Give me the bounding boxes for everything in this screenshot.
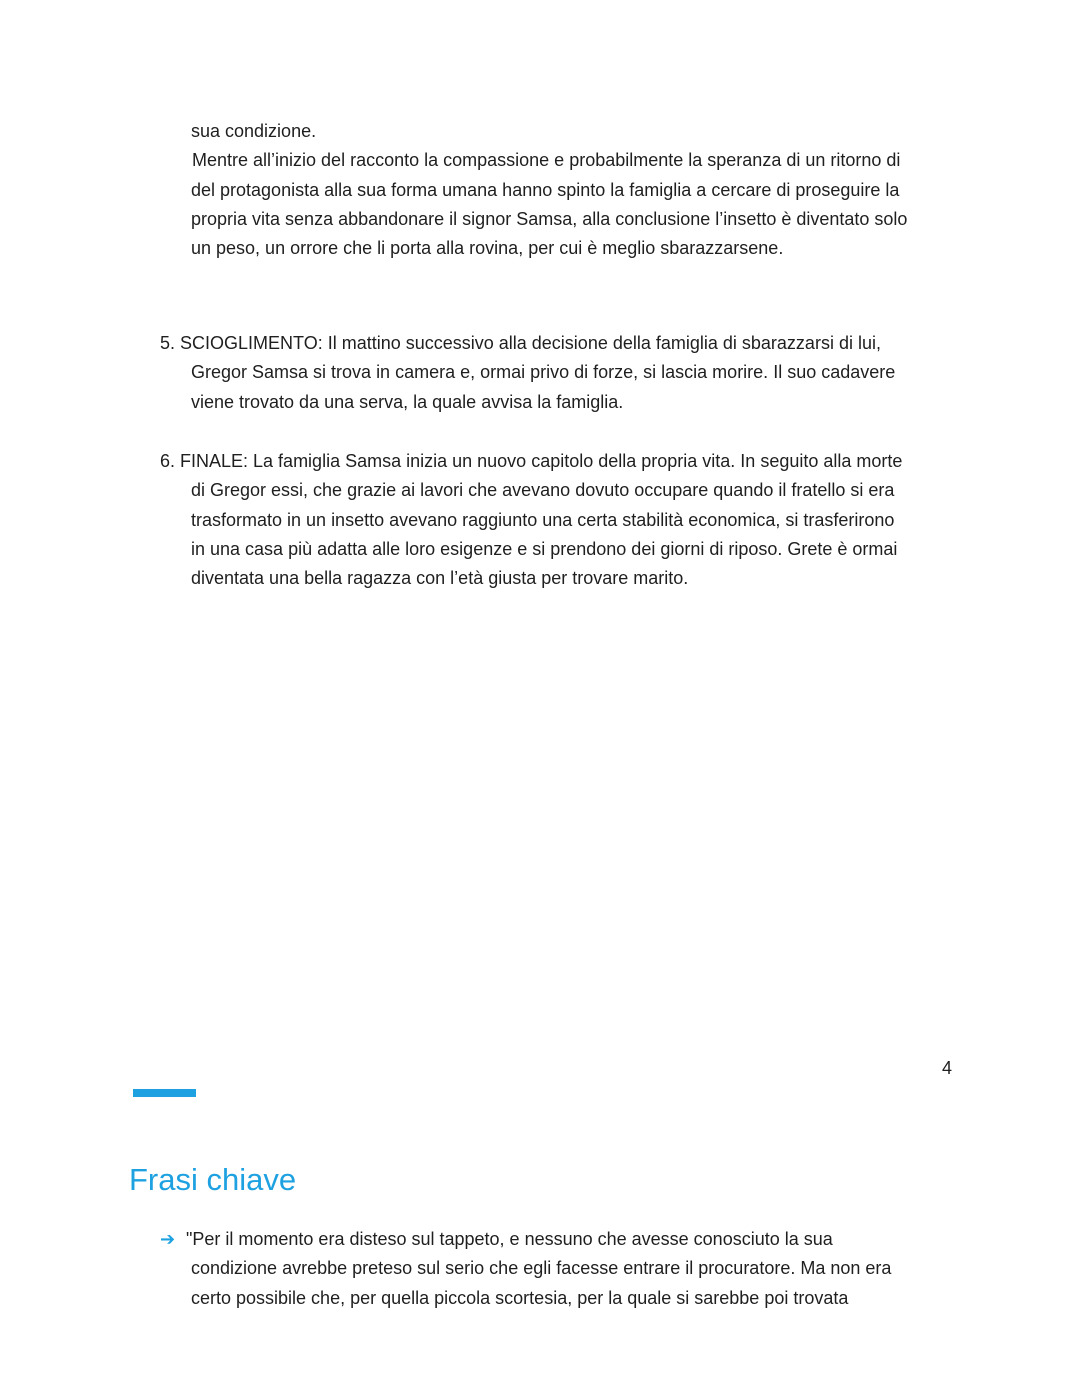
quote-line: condizione avrebbe preteso sul serio che egli facesse entrare il procuratore. Ma non era	[191, 1258, 892, 1279]
list-item-first-line: 5. SCIOGLIMENTO: Il mattino successivo alla decisione della famiglia di sbarazzarsi di lui,	[160, 333, 881, 353]
intro-line: del protagonista alla sua forma umana hanno spinto la famiglia a cercare di proseguire la	[191, 179, 900, 200]
list-item-line: viene trovato da una serva, la quale avvisa la famiglia.	[191, 391, 624, 412]
section-title: Frasi chiave	[129, 1162, 297, 1197]
page-number: 4	[941, 1058, 952, 1078]
arrow-right-icon: ➔	[160, 1229, 176, 1249]
list-item-first-line: 6. FINALE: La famiglia Samsa inizia un nuovo capitolo della propria vita. In seguito alla morte	[160, 451, 903, 471]
list-item-line: di Gregor essi, che grazie ai lavori che avevano dovuto occupare quando il fratello si era	[191, 480, 895, 501]
list-item-line: trasformato in un insetto avevano raggiunto una certa stabilità economica, si trasferirono	[191, 509, 895, 530]
list-item-line: in una casa più adatta alle loro esigenze e si prendono dei giorni di riposo. Grete è ormai	[191, 538, 898, 559]
quote-first-line: "Per il momento era disteso sul tappeto, e nessuno che avesse conosciuto la sua	[186, 1229, 833, 1249]
quote-line: certo possibile che, per quella piccola scortesia, per la quale si sarebbe poi trovata	[191, 1287, 849, 1308]
intro-line: propria vita senza abbandonare il signor Samsa, alla conclusione l’insetto è diventato solo	[191, 208, 908, 229]
intro-line: Mentre all’inizio del racconto la compassione e probabilmente la speranza di un ritorno di	[192, 150, 901, 171]
intro-line: un peso, un orrore che li porta alla rovina, per cui è meglio sbarazzarsene.	[191, 238, 784, 259]
quote-list-item	[160, 1225, 960, 1313]
list-item-line: Gregor Samsa si trova in camera e, ormai privo di forze, si lascia morire. Il suo cadavere	[191, 362, 896, 383]
list-item-line: diventata una bella ragazza con l’età giusta per trovare marito.	[191, 568, 689, 589]
list-item-scioglimento	[160, 329, 960, 417]
section-accent-bar	[133, 1089, 196, 1097]
intro-line: sua condizione.	[191, 121, 317, 141]
intro-paragraph	[191, 117, 961, 263]
list-item-finale	[160, 447, 960, 593]
